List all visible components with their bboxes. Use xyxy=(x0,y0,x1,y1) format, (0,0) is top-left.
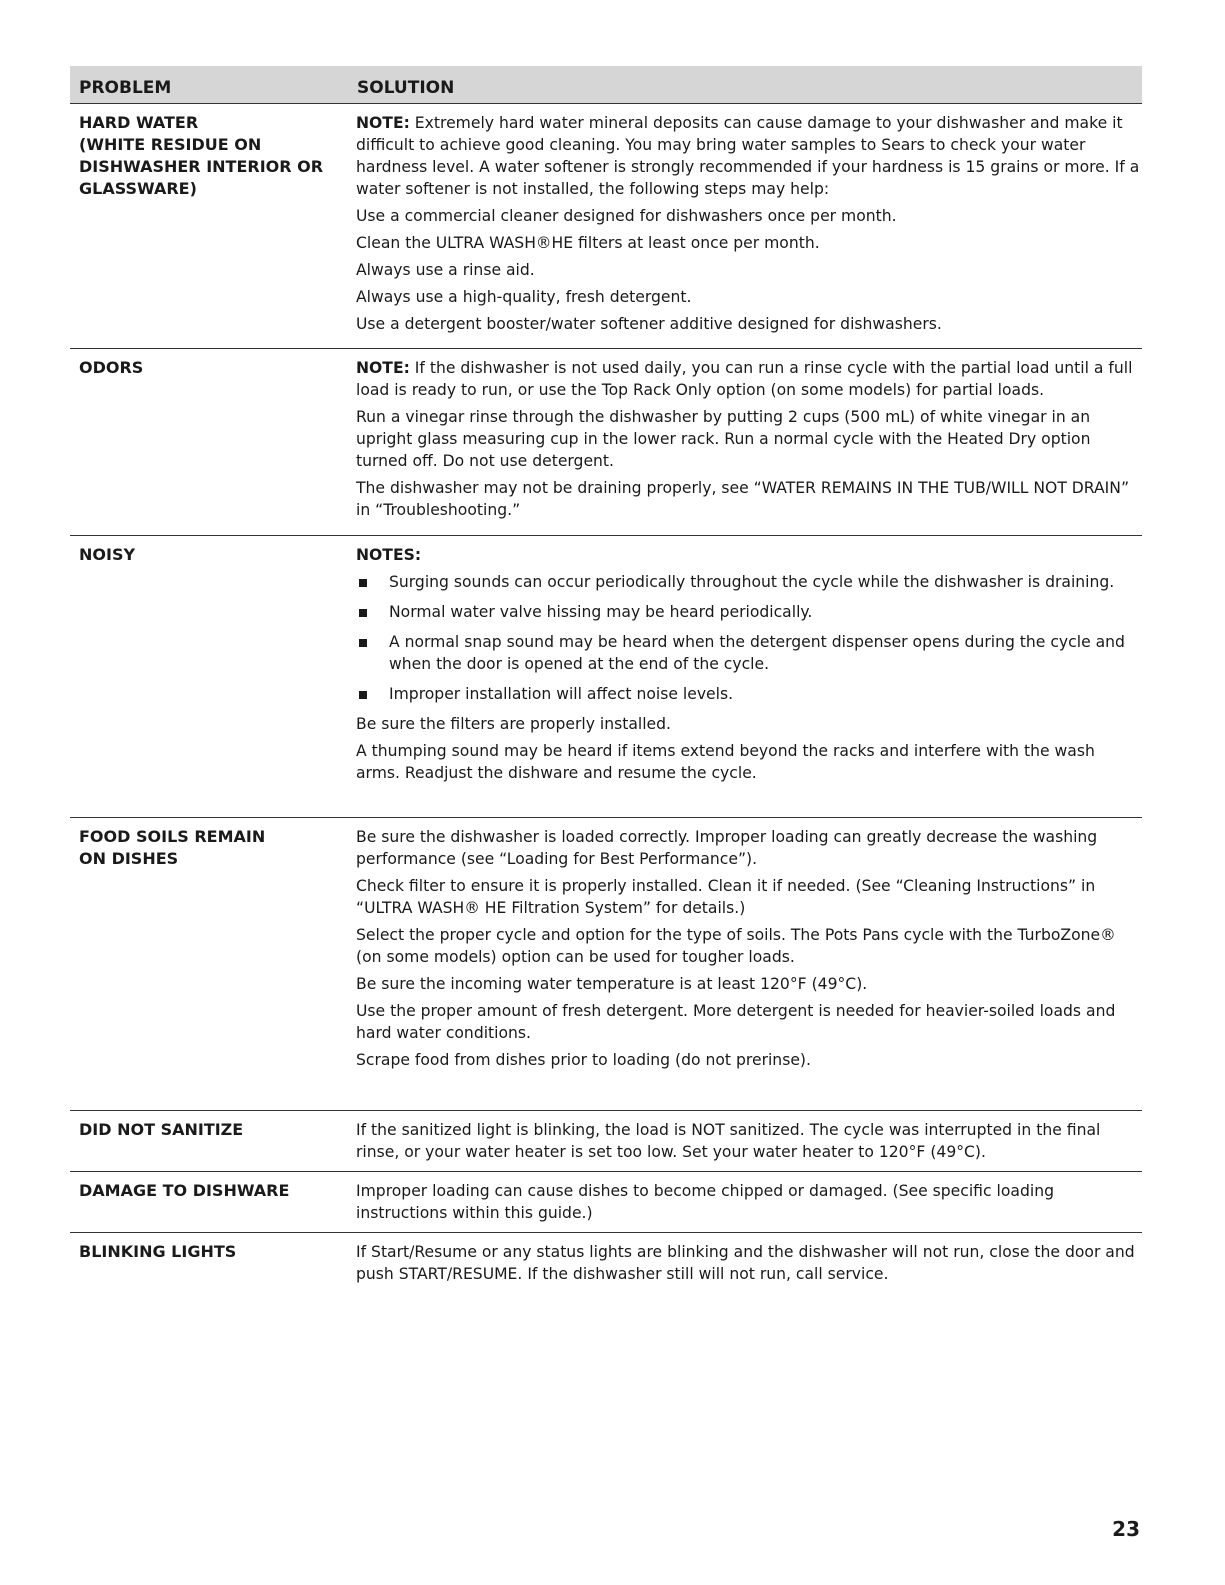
problem-cell: FOOD SOILS REMAIN ON DISHES xyxy=(79,827,266,868)
solution-cell: NOTE: If the dishwasher is not used daily, you can run a rinse cycle with the partial load until a full load is ready to run, or use the Top Rack Only option (on some models) for partial loads. Run a vinegar rinse through the dishwasher by putting 2 cups (500 mL) of white vinegar in an upright glass measuring cup in the lower rack. Run a normal cycle with the Heated Dry option turned off. Do not use detergent. The dishwasher may not be draining properly, see “WATER REMAINS IN THE TUB/WILL NOT DRAIN” in “Troubleshooting.” xyxy=(356,359,1133,519)
solution-cell: Improper loading can cause dishes to become chipped or damaged. (See specific loading instructions within this guide.) xyxy=(356,1182,1054,1222)
problem-cell: ODORS xyxy=(79,358,144,377)
bullet-icon xyxy=(359,639,367,647)
table-row xyxy=(70,349,1142,536)
header-problem: PROBLEM xyxy=(79,78,172,98)
note-label: NOTE: xyxy=(356,114,410,132)
notes-label: NOTES: xyxy=(356,546,422,564)
solution-cell: NOTE: Extremely hard water mineral deposits can cause damage to your dishwasher and make it difficult to achieve good cleaning. You may bring water samples to Sears to check your water hardness level. A water softener is strongly recommended if your hardness is 15 grains or more. If a water softener is not installed, the following steps may help: Use a commercial cleaner designed for dishwashers once per month. Clean the ULTRA WASH®HE filters at least once per month. Always use a rinse aid. Always use a high-quality, fresh detergent. Use a detergent booster/water softener additive designed for dishwashers. xyxy=(356,114,1140,333)
list-item: Improper installation will affect noise levels. xyxy=(356,683,1142,705)
list-item: Normal water valve hissing may be heard periodically. xyxy=(356,601,1142,623)
table-row xyxy=(70,1233,1142,1293)
problem-cell: HARD WATER (WHITE RESIDUE ON DISHWASHER INTERIOR OR GLASSWARE) xyxy=(79,113,324,198)
troubleshooting-table xyxy=(70,66,1142,1293)
note-label: NOTE: xyxy=(356,359,410,377)
note-text: Extremely hard water mineral deposits can cause damage to your dishwasher and make it difficult to achieve good cleaning. You may bring water samples to Sears to check your water hardness level. A water softener is strongly recommended if your hardness is 15 grains or more. If a water softener is not installed, the following steps may help: xyxy=(356,114,1140,198)
header-solution: SOLUTION xyxy=(357,78,455,98)
note-text: If the dishwasher is not used daily, you can run a rinse cycle with the partial load until a full load is ready to run, or use the Top Rack Only option (on some models) for partial loads. xyxy=(356,359,1133,399)
page-number: 23 xyxy=(1112,1517,1140,1541)
bullet-icon xyxy=(359,579,367,587)
problem-cell: DAMAGE TO DISHWARE xyxy=(79,1181,290,1200)
bullet-icon xyxy=(359,691,367,699)
solution-cell: Be sure the dishwasher is loaded correctly. Improper loading can greatly decrease the washing performance (see “Loading for Best Performance”). Check filter to ensure it is properly installed. Clean it if needed. (See “Cleaning Instructions” in “ULTRA WASH® HE Filtration System” for details.) Select the proper cycle and option for the type of soils. The Pots Pans cycle with the TurboZone® (on some models) option can be used for tougher loads. Be sure the incoming water temperature is at least 120°F (49°C). Use the proper amount of fresh detergent. More detergent is needed for heavier-soiled loads and hard water conditions. Scrape food from dishes prior to loading (do not prerinse). xyxy=(356,828,1116,1069)
table-header xyxy=(70,66,1142,104)
problem-cell: NOISY xyxy=(79,545,136,564)
table-row xyxy=(70,818,1142,1111)
problem-cell: BLINKING LIGHTS xyxy=(79,1242,237,1261)
solution-cell: If Start/Resume or any status lights are blinking and the dishwasher will not run, close the door and push START/RESUME. If the dishwasher still will not run, call service. xyxy=(356,1243,1135,1283)
list-item: Surging sounds can occur periodically throughout the cycle while the dishwasher is draining. xyxy=(356,571,1142,593)
list-item: A normal snap sound may be heard when the detergent dispenser opens during the cycle and when the door is opened at the end of the cycle. xyxy=(356,631,1142,675)
table-row xyxy=(70,1172,1142,1233)
table-row xyxy=(70,104,1142,349)
solution-cell: If the sanitized light is blinking, the load is NOT sanitized. The cycle was interrupted in the final rinse, or your water heater is set too low. Set your water heater to 120°F (49°C). xyxy=(356,1121,1101,1161)
problem-cell: DID NOT SANITIZE xyxy=(79,1120,244,1139)
solution-cell: NOTES: Surging sounds can occur periodically throughout the cycle while the dishwasher is draining. Normal water valve hissing may be heard periodically. A normal snap sound may be heard when the detergent dispenser opens during the cycle and when the door is opened at the end of the cycle. Improper installation will affect noise levels. Be sure the filters are properly installed. A thumping sound may be heard if items extend beyond the racks and interfere with the wash arms. Readjust the dishware and resume the cycle. xyxy=(356,544,1142,809)
table-row xyxy=(70,536,1142,818)
table-row xyxy=(70,1111,1142,1172)
bullet-icon xyxy=(359,609,367,617)
